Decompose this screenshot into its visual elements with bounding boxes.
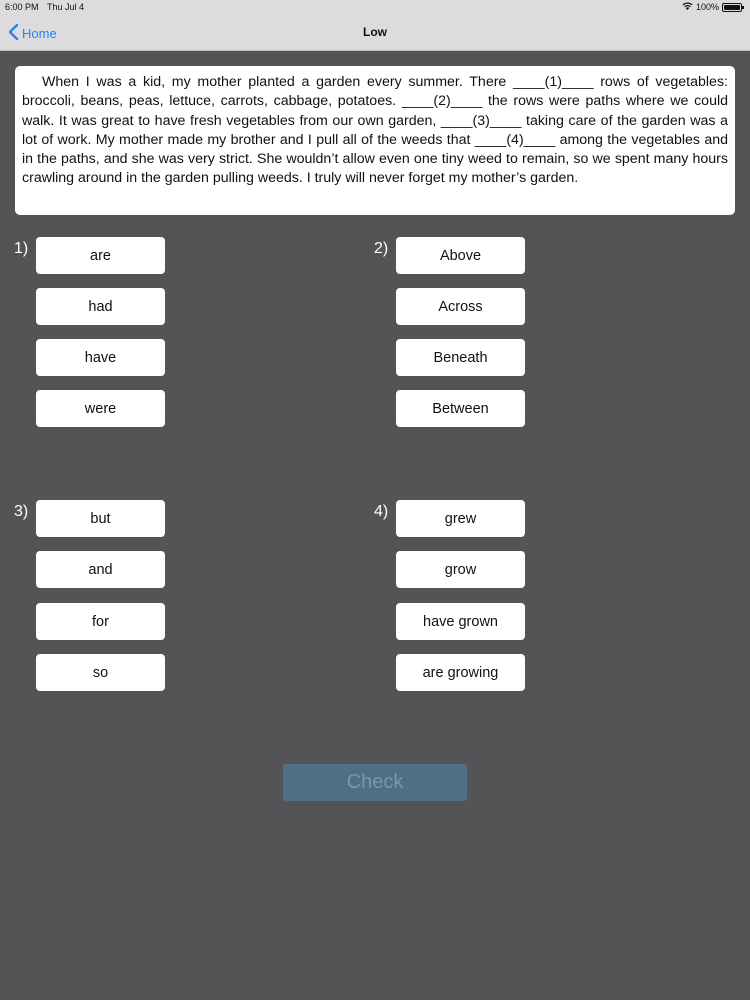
- option-button[interactable]: grow: [396, 551, 525, 588]
- option-button[interactable]: Beneath: [396, 339, 525, 376]
- question-number: 1): [14, 240, 29, 257]
- option-button[interactable]: grew: [396, 500, 525, 537]
- option-button[interactable]: but: [36, 500, 165, 537]
- wifi-icon: [682, 2, 693, 12]
- question-number: 4): [374, 503, 389, 520]
- question-number: 3): [14, 503, 29, 520]
- option-button[interactable]: Between: [396, 390, 525, 427]
- option-button[interactable]: have grown: [396, 603, 525, 640]
- status-date: Thu Jul 4: [47, 2, 85, 12]
- battery-icon: [722, 3, 742, 12]
- question-number: 2): [374, 240, 389, 257]
- option-button[interactable]: so: [36, 654, 165, 691]
- status-right: [682, 2, 742, 12]
- page-title: Low: [363, 25, 387, 39]
- option-button[interactable]: and: [36, 551, 165, 588]
- option-button[interactable]: were: [36, 390, 165, 427]
- check-button[interactable]: Check: [283, 764, 467, 801]
- status-bar: [0, 0, 750, 14]
- passage-text: When I was a kid, my mother planted a garden every summer. There ____(1)____ rows of vegetables: broccoli, beans, peas, lettuce, carrots, cabbage, potatoes. ____(2)____ the rows were paths where we could walk. It was great to have fresh vegetables from our own garden, ____(3)____ taking care of the garden was a lot of work. My mother made my brother and I pull all of the weeds that ____(4)____ among the vegetables and in the paths, and she was very strict. She wouldn’t allow even one tiny weed to remain, so we spent many hours crawling around in the garden pulling weeds. I truly will never forget my mother’s garden.: [22, 74, 728, 187]
- option-button[interactable]: have: [36, 339, 165, 376]
- battery-percent: 100%: [695, 2, 719, 12]
- option-button[interactable]: are: [36, 237, 165, 274]
- status-time: 6:00 PM: [5, 2, 39, 12]
- option-button[interactable]: had: [36, 288, 165, 325]
- passage-card: [15, 66, 735, 215]
- option-button[interactable]: Across: [396, 288, 525, 325]
- option-button[interactable]: Above: [396, 237, 525, 274]
- back-label: Home: [22, 26, 57, 41]
- option-button[interactable]: for: [36, 603, 165, 640]
- navigation-bar: [0, 14, 750, 51]
- option-button[interactable]: are growing: [396, 654, 525, 691]
